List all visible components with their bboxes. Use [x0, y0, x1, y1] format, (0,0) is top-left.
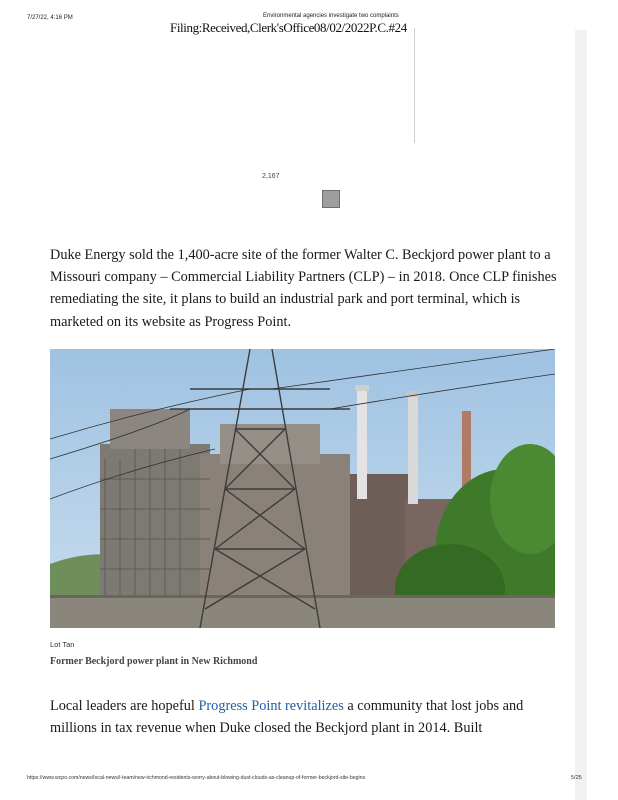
filing-stamp: Filing:Received,Clerk'sOffice08/02/2022P.C.#24: [170, 20, 407, 35]
article-paragraph-2: [50, 695, 560, 739]
progress-point-link[interactable]: Progress Point revitalizes: [198, 698, 344, 714]
scrollbar-track[interactable]: [575, 30, 587, 800]
article-paragraph-1: Duke Energy sold the 1,400-acre site of the former Walter C. Beckjord power plant to a Missouri company – Commercial Liability Partners (CLP) – in 2018. Once CLP finishes remediating the site, it plans to build an industrial park and port terminal, which is marketed on its website as Progress Point.: [50, 247, 557, 330]
page-number: 5/25: [571, 775, 582, 781]
divider-line: [414, 28, 415, 143]
view-count: 2,167: [262, 173, 280, 180]
print-url: https://www.wcpo.com/news/local-news/i-team/new-richmond-residents-worry-about-blowing-dust-clouds-as-cleanup-of-former-beckjord-site-begins: [27, 775, 366, 781]
media-placeholder-icon[interactable]: [322, 190, 340, 208]
paragraph-text-start: Local leaders are hopeful: [50, 698, 199, 714]
photo-caption: Former Beckjord power plant in New Richmond: [50, 656, 258, 667]
print-date: 7/27/22, 4:16 PM: [27, 15, 73, 21]
print-page-title: Environmental agencies investigate two complaints: [263, 13, 399, 19]
paragraph-text-end: a community that lost jobs and millions in tax revenue when Duke closed the Beckjord plant in 2014. Built: [50, 698, 524, 737]
article-photo[interactable]: [50, 349, 555, 628]
photo-credit: Lot Tan: [50, 640, 75, 649]
